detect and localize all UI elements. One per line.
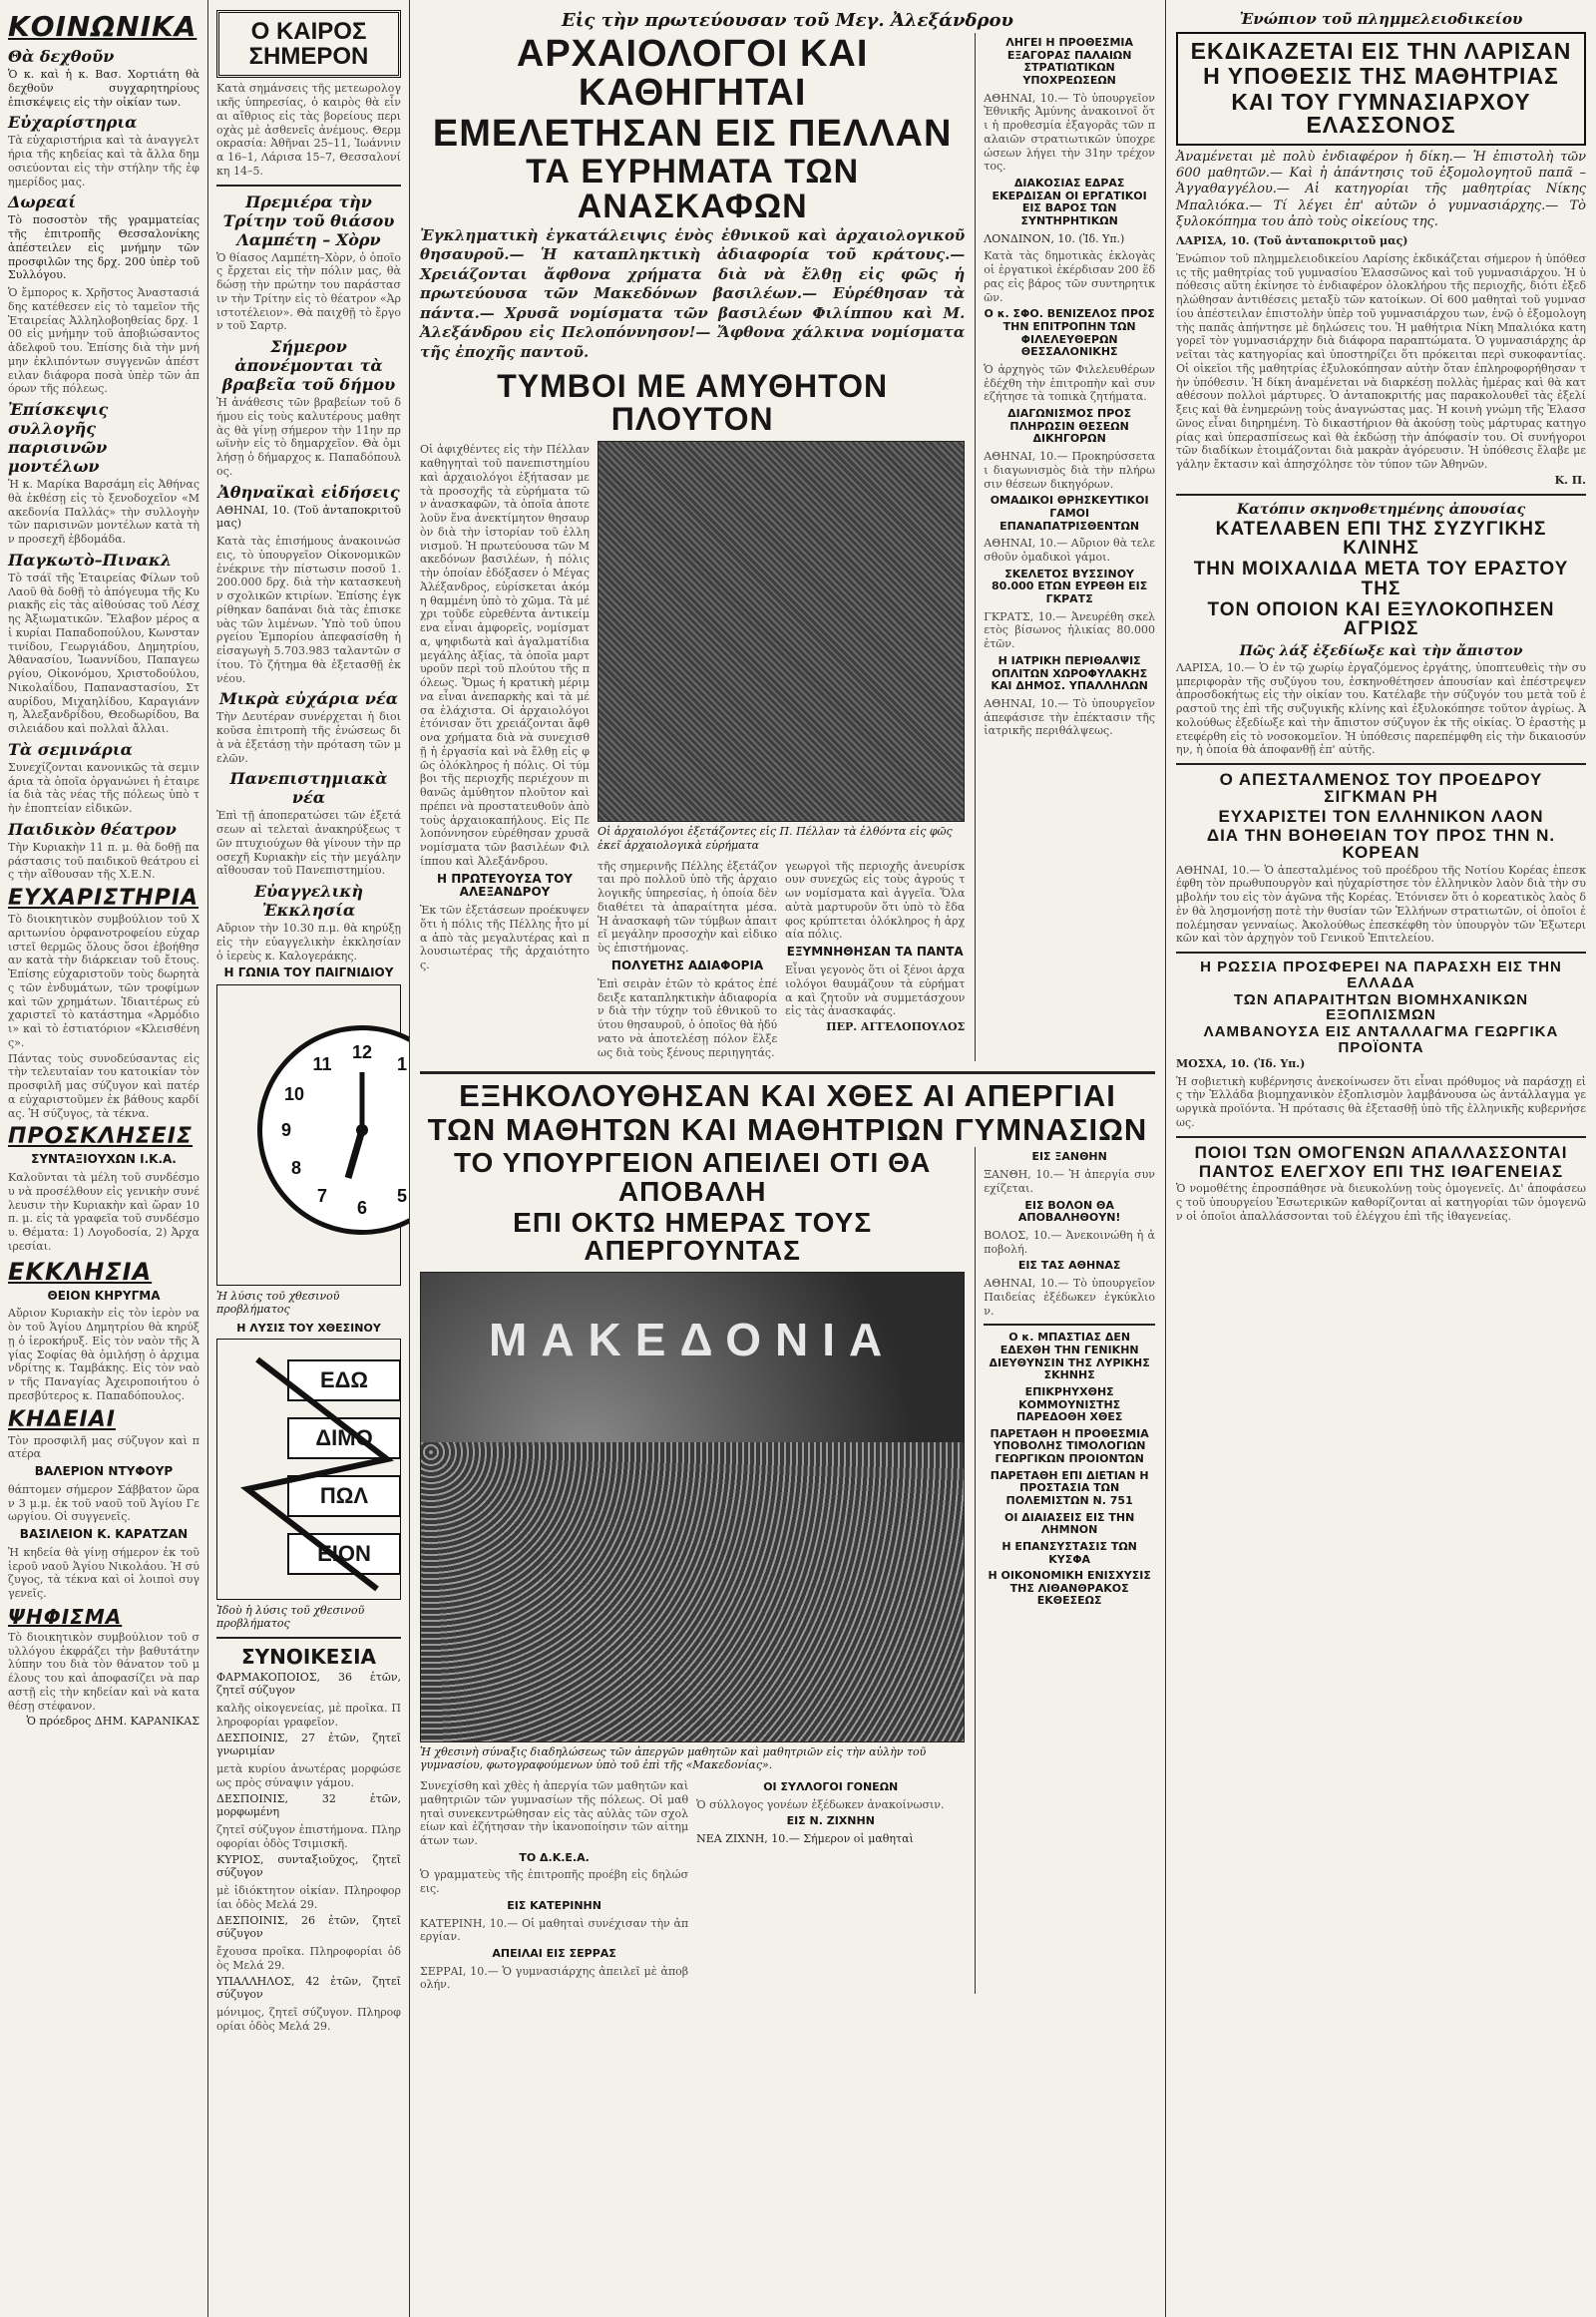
signature: Ὁ πρόεδρος ΔΗΜ. ΚΑΡΑΝΙΚΑΣ <box>26 1715 200 1729</box>
filler-text: Συνεχίζονται κανονικῶς τὰ σεμινάρια τὰ ὁποῖα ὀργανώνει ἡ ἑταιρεία διὰ τὰς νέας τῆς πόλεως ὑπὸ τὴν ἐποπτείαν εἰδικῶν. <box>8 760 200 815</box>
filler-text: Ἐκ τῶν ἐξετάσεων προέκυψεν ὅτι ἡ πόλις τῆς Πέλλης ἦτο μία ἀπὸ τὰς μεγαλυτέρας καὶ πλουσιωτέρας τῆς ἀρχαιότητος. <box>420 904 590 972</box>
thanks-section-title: ΕΥΧΑΡΙΣΤΗΡΙΑ <box>8 886 200 911</box>
news-heading: ΛΗΓΕΙ Η ΠΡΟΘΕΣΜΙΑ ΕΞΑΓΟΡΑΣ ΠΑΛΑΙΩΝ ΣΤΡΑΤΙΩΤΙΚΩΝ ΥΠΟΧΡΕΩΣΕΩΝ <box>1005 36 1134 87</box>
pagkoto-heading: Παγκωτὸ–Πινακλ <box>8 550 173 570</box>
korea-headline-line: Ο ΑΠΕΣΤΑΛΜΕΝΟΣ ΤΟΥ ΠΡΟΕΔΡΟΥ ΣΙΓΚΜΑΝ ΡΗ <box>1219 770 1543 807</box>
filler-text: Τὸ διοικητικὸν συμβούλιον τοῦ συλλόγου ἐκφράζει τὴν βαθυτάτην λύπην του διὰ τὸν θάνατον τοῦ μέλους του καὶ ἀποφασίζει νὰ παραστῇ εἰς τὴν κηδείαν καὶ νὰ καταθέσῃ στέφανον. <box>8 1630 200 1713</box>
column-city <box>208 0 409 2317</box>
filler-text: Αὔριον Κυριακὴν εἰς τὸν ἱερὸν ναὸν τοῦ Ἁγίου Δημητρίου θὰ κηρύξῃ ὁ ἱεροκήρυξ. Εἰς τὸν ναὸν τῆς Ἁγίας Σοφίας θὰ ὁμιλήσῃ ὁ ἀρχιμανδρίτης κ. Ταμβάκης. Εἰς τὸν ναὸν τῆς Παναγίας Ἀχειροποιήτου ὁ πρεσβύτερος κ. Παπαδόπουλος. <box>8 1307 200 1402</box>
news-heading: ΕΠΙΚΡΗΥΧΘΗΣ ΚΟΜΜΟΥΝΙΣΤΗΣ ΠΑΡΕΔΟΘΗ ΧΘΕΣ <box>1015 1384 1123 1424</box>
clock-face <box>257 1025 409 1235</box>
pella-story <box>420 33 965 1061</box>
weather-box <box>216 10 401 78</box>
zichni-dateline: ΝΕΑ ΖΙΧΝΗ, 10.— Σήμερον οἱ μαθηταὶ <box>696 1832 914 1846</box>
social-section-title: ΚΟΙΝΩΝΙΚΑ <box>8 10 198 43</box>
filler-text: θάπτομεν σήμερον Σάββατον ὥραν 3 μ.μ. ἐκ τοῦ ναοῦ τοῦ Ἁγίου Γεωργίου. Οἱ συγγενεῖς. <box>8 1482 200 1524</box>
filler-text: ΑΘΗΝΑΙ, 10.— Αὔριον θὰ τελεσθοῦν ὁμαδικοὶ γάμοι. <box>984 537 1155 565</box>
strike-sub-line: ΤΟ ΥΠΟΥΡΓΕΙΟΝ ΑΠΕΙΛΕΙ ΟΤΙ ΘΑ ΑΠΟΒΑΛΗ <box>453 1147 932 1208</box>
lead-deck: Ἐγκληματικὴ ἐγκατάλειψις ἑνὸς ἐθνικοῦ καὶ ἀρχαιολογικοῦ θησαυροῦ.— Ἡ καταπληκτικὴ ἀδιαφορία τοῦ κράτους.— Χρειάζονται ἄφθονα χρήματα διὰ νὰ ἔλθῃ εἰς φῶς ἡ πρωτεύουσα τῶν Μακεδόνων βασιλέων.— Εὑρέθησαν τὰ πάντα.— Χρυσᾶ νομίσματα τῶν βασιλέων Φιλίππου καὶ Μ. Ἀλεξάνδρου εἰς Πελοπόννησον!— Ἄφθονα χάλκινα νομίσματα τῆς ἐποχῆς παντοῦ. <box>420 225 966 361</box>
filler-text: μὲ ἰδιόκτητον οἰκίαν. Πληροφορίαι ὁδὸς Μελά 29. <box>216 1884 401 1911</box>
russia-headline-line: Η ΡΩΣΣΙΑ ΠΡΟΣΦΕΡΕΙ ΝΑ ΠΑΡΑΣΧΗ ΕΙΣ ΤΗΝ ΕΛΛΑΔΑ <box>1200 959 1562 991</box>
housing-item: ΔΕΣΠΟΙΝΙΣ, 26 ἐτῶν, ζητεῖ σύζυγον <box>216 1913 401 1941</box>
filler-text: ΚΑΤΕΡΙΝΗ, 10.— Οἱ μαθηταὶ συνέχισαν τὴν ἀπεργίαν. <box>420 1916 689 1944</box>
filler-text: Πάντας τοὺς συνοδεύσαντας εἰς τὴν τελευταίαν του κατοικίαν τὸν προσφιλῆ μας σύζυγον καὶ πατέρα εὐχαριστοῦμεν ἐκ βάθους καρδίας. Ἡ σύζυγος, τὰ τέκνα. <box>8 1051 200 1120</box>
housing-item: ΚΥΡΙΟΣ, συνταξιοῦχος, ζητεῖ σύζυγον <box>216 1852 401 1880</box>
puzzle-word: ΔΙΜΟ <box>287 1417 401 1459</box>
news-heading: ΟΙ ΔΙΑΙΑΣΕΙΣ ΕΙΣ ΤΗΝ ΛΗΜΝΟΝ <box>1003 1510 1135 1537</box>
funeral-name: ΒΑΛΕΡΙΟΝ ΝΤΥΦΟΥΡ <box>34 1464 174 1479</box>
lead-headline-line: ΑΡΧΑΙΟΛΟΓΟΙ ΚΑΙ ΚΑΘΗΓΗΤΑΙ <box>516 33 869 114</box>
puzzle-word: ΕΙΟΝ <box>287 1533 401 1575</box>
news-heading: Η ΟΙΚΟΝΟΜΙΚΗ ΕΝΙΣΧΥΣΙΣ ΤΗΣ ΛΙΘΑΝΘΡΑΚΟΣ ΕΚΘΕΣΕΩΣ <box>988 1569 1151 1608</box>
clock-puzzle <box>216 984 408 1286</box>
larisa-dateline: ΛΑΡΙΣΑ, 10. (Τοῦ ἀνταποκριτοῦ μας) <box>1176 234 1408 248</box>
filler-text: Ὁ θίασος Λαμπέτη–Χὸρν, ὁ ὁποῖος ἔρχεται εἰς τὴν πόλιν μας, θὰ δώσῃ τὴν πρώτην του παράστασιν τὴν Τρίτην εἰς τὸ θέατρον «Ἀριστοτέλειον». Θὰ παιχθῇ τὸ ἔργον τοῦ Σαρτρ. <box>216 250 401 333</box>
subhead: ΟΙ ΣΥΛΛΟΓΟΙ ΓΟΝΕΩΝ <box>763 1780 899 1794</box>
lists-heading: Ἐπίσκεψις συλλογῆς παρισινῶν μοντέλων <box>8 400 109 476</box>
filler-text: Τὰ εὐχαριστήρια καὶ τὰ ἀναγγελτήρια τῆς κηδείας καὶ τὰ ἄλλα δημοσιεύονται εἰς τὴν στήλην τῆς ἐφημερίδος μας. <box>8 134 200 189</box>
filler-text: Τὸν προσφιλῆ μας σύζυγον καὶ πατέρα <box>8 1433 200 1461</box>
funeral-name: ΒΑΣΙΛΕΙΟΝ Κ. ΚΑΡΑΤΖΑΝ <box>19 1527 189 1542</box>
news-heading: Η ΙΑΤΡΙΚΗ ΠΕΡΙΘΑΛΨΙΣ ΟΠΛΙΤΩΝ ΧΩΡΟΦΥΛΑΚΗΣ ΚΑΙ ΔΗΜΟΣ. ΥΠΑΛΛΗΛΩΝ <box>991 653 1148 693</box>
filler-text: Τὸ διοικητικὸν συμβούλιον τοῦ Χαριτωνίου ὁρφανοτροφείου εὐχαριστεῖ θερμῶς ὅλους ὅσοι ἐβοήθησαν κατὰ τὴν διάρκειαν τοῦ ἔτους. Ἐπίσης εὐχαριστοῦν τοὺς δωρητὰς τῶν ἐνδυμάτων, τῶν τροφίμων καὶ τῶν χρημάτων. Ἰδιαιτέρως εὐχαριστεῖ τὸ κατάστημα «Ἀρμόδιοι» καὶ τὸ ἑστιατόριον «Κλεισθένης». <box>8 913 200 1049</box>
crowd-caption: Ἡ χθεσινὴ σύναξις διαδηλώσεως τῶν ἀπεργῶν μαθητῶν καὶ μαθητριῶν εἰς τὴν αὐλὴν τοῦ γυμνασίου, φωτογραφούμενων ὑπὸ τοῦ ἐπὶ τῆς «Μακεδονίας». <box>420 1744 927 1771</box>
university-heading: Πανεπιστημιακὰ νέα <box>229 769 388 808</box>
subhead: ΕΙΣ ΒΟΛΟΝ ΘΑ ΑΠΟΒΑΛΗΘΟΥΝ! <box>1017 1198 1121 1225</box>
filler-text: καλῆς οἰκογενείας, μὲ προῖκα. Πληροφορίαι γραφεῖον. <box>216 1702 401 1729</box>
news-heading: ΠΑΡΕΤΑΘΗ Η ΠΡΟΘΕΣΜΙΑ ΥΠΟΒΟΛΗΣ ΤΙΜΟΛΟΓΙΩΝ ΓΕΩΡΓΙΚΩΝ ΠΡΟΙΟΝΤΩΝ <box>990 1426 1149 1466</box>
zigzag-icon <box>217 1340 401 1599</box>
filler-text: Καλοῦνται τὰ μέλη τοῦ συνδέσμου νὰ προσέλθουν εἰς γενικὴν συνέλευσιν τὴν Κυριακὴν καὶ ὥραν 10 π. μ. εἰς τὰ γραφεῖα τοῦ συνδέσμου. Θέματα: 1) Λογοδοσία, 2) Ἀρχαιρεσίαι. <box>8 1171 200 1253</box>
strike-sub-line: ΕΠΙ ΟΚΤΩ ΗΜΕΡΑΣ ΤΟΥΣ ΑΠΕΡΓΟΥΝΤΑΣ <box>513 1206 873 1267</box>
seminars-heading: Τὰ σεμινάρια <box>8 739 133 759</box>
strike-story <box>420 1147 965 1994</box>
puzzle-word: ΕΔΩ <box>287 1359 401 1401</box>
svg-text:9: 9 <box>280 1120 292 1141</box>
svg-text:8: 8 <box>290 1158 302 1179</box>
filler-text: Εἶναι γεγονὸς ὅτι οἱ ξένοι ἀρχαιολόγοι θαυμάζουν τὰ εὑρήματα καὶ ζητοῦν νὰ συμμετάσχουν εἰς τὰς ἀνασκαφάς. <box>785 964 966 1018</box>
filler-text: γεωργοὶ τῆς περιοχῆς ἀνευρίσκουν συνεχῶς εἰς τοὺς ἀγρούς των νομίσματα καὶ ἀγγεῖα. Ὅλα αὐτὰ μαρτυροῦν ὅτι ὑπὸ τὸ ἔδαφος κρύπτεται ὁλόκληρος ἡ ἀρχαία πόλις. <box>785 859 966 942</box>
filler-text: Κατὰ σημάνσεις τῆς μετεωρολογικῆς ὑπηρεσίας, ὁ καιρὸς θὰ εἶναι αἴθριος εἰς τὰς βορείους περιοχὰς μὲ ἀσθενεῖς ἀνέμους. Θερμοκρασία: Ἀθῆναι 25–11, Ἰωάννινα 16–1, Λάρισα 15–7, Θεσσαλονίκη 14–5. <box>216 82 401 178</box>
svg-text:7: 7 <box>316 1186 328 1207</box>
adultery-headline-line: ΚΑΤΕΛΑΒΕΝ ΕΠΙ ΤΗΣ ΣΥΖΥΓΙΚΗΣ ΚΛΙΝΗΣ <box>1215 518 1547 559</box>
ika-heading: ΣΥΝΤΑΞΙΟΥΧΩΝ Ι.Κ.Α. <box>31 1152 177 1167</box>
quiz-heading: Η ΛΥΣΙΣ ΤΟΥ ΧΘΕΣΙΝΟΥ <box>236 1321 381 1335</box>
housing-item: ΥΠΑΛΛΗΛΟΣ, 42 ἐτῶν, ζητεῖ σύζυγον <box>216 1974 401 2002</box>
adultery-headline-line: ΤΟΝ ΟΠΟΙΟΝ ΚΑΙ ΕΞΥΛΟΚΟΠΗΣΕΝ ΑΓΡΙΩΣ <box>1207 599 1555 640</box>
funerals-section-title: ΚΗΔΕΙΑΙ <box>8 1406 116 1432</box>
filler-text: ΣΕΡΡΑΙ, 10.— Ὁ γυμνασιάρχης ἀπειλεῖ μὲ ἀποβολήν. <box>420 1964 689 1992</box>
filler-text: ΛΑΡΙΣΑ, 10.— Ὁ ἐν τῷ χωρίῳ ἐργαζόμενος ἐργάτης, ὑποπτευθεὶς τὴν συμπεριφορὰν τῆς συζύγου του, ἐσκηνοθέτησεν ἀπουσίαν καὶ ἐπέστρεψεν ἀπροσδοκήτως εἰς τὴν οἰκίαν του. Κατέλαβε τὴν σύζυγόν του μετὰ τοῦ ἐραστοῦ της ἐπὶ τῆς συζυγικῆς κλίνης καὶ ἐξυλοκόπησε τοῦτον ἀγρίως. Ἀκολούθως ἐξεδίωξε καὶ τὴν ἄπιστον σύζυγον ἐκ τῆς οἰκίας. Ὁ ἐραστὴς μετεφέρθη εἰς τὸ νοσοκομεῖον. Ἡ ὑπόθεσις παρεπέμφθη εἰς τὴν δικαιοσύνην, ἡ ὁποία θὰ ἀποφανθῇ ἐπ' αὐτῆς. <box>1176 660 1586 757</box>
puzzle-word: ΠΩΛ <box>287 1475 401 1517</box>
quiz-caption: Ἰδοὺ ἡ λύσις τοῦ χθεσινοῦ προβλήματος <box>216 1604 365 1631</box>
children-theatre-heading: Παιδικὸν θέατρον <box>8 819 177 839</box>
column-news-lower <box>975 1147 1155 1994</box>
adultery-deck: Πῶς λάξ ἐξεδίωξε καὶ τὴν ἄπιστον <box>1239 642 1523 659</box>
filler-text: Ὁ νομοθέτης ἐπροσπάθησε νὰ διευκολύνῃ τοὺς ὁμογενεῖς. Δι' ἀποφάσεως τοῦ ὑπουργείου Ἐσωτερικῶν καθορίζονται αἱ κατηγορίαι τῶν ὁμογενῶν οἱ ὁποῖοι ἀπαλλάσσονται τοῦ ἐλέγχου ἐπὶ τῆς ἰθαγενείας. <box>1176 1182 1586 1223</box>
wishes-heading: Εὐχαρίστηρια <box>8 113 138 133</box>
invitations-section-title: ΠΡΟΣΚΛΗΣΕΙΣ <box>8 1124 194 1150</box>
svg-text:11: 11 <box>312 1054 332 1075</box>
evangelical-heading: Εὐαγγελικὴ Ἐκκλησία <box>253 882 364 921</box>
subhead: ΕΙΣ Ν. ΖΙΧΝΗΝ <box>786 1814 875 1828</box>
larisa-headline-line: Η ΥΠΟΘΕΣΙΣ ΤΗΣ ΜΑΘΗΤΡΙΑΣ <box>1203 63 1559 90</box>
strike-headline-line: ΤΩΝ ΜΑΘΗΤΩΝ ΚΑΙ ΜΑΘΗΤΡΙΩΝ ΓΥΜΝΑΣΙΩΝ <box>427 1111 1148 1147</box>
crowd-photo <box>420 1272 965 1742</box>
news-heading: ΔΙΑΚΟΣΙΑΣ ΕΔΡΑΣ ΕΚΕΡΔΙΣΑΝ ΟΙ ΕΡΓΑΤΙΚΟΙ ΕΙΣ ΒΑΡΟΣ ΤΩΝ ΣΥΝΤΗΡΗΤΙΚΩΝ <box>992 177 1147 227</box>
omogeneis-headline-line: ΠΟΙΟΙ ΤΩΝ ΟΜΟΓΕΝΩΝ ΑΠΑΛΛΑΣΣΟΝΤΑΙ <box>1194 1142 1568 1162</box>
filler-text: Ἡ κηδεία θὰ γίνῃ σήμερον ἐκ τοῦ ἱεροῦ ναοῦ Ἁγίου Νικολάου. Ἡ σύζυγος, τὰ τέκνα καὶ οἱ λοιποὶ συγγενεῖς. <box>8 1545 200 1601</box>
filler-text: Αὔριον τὴν 10.30 π.μ. θὰ κηρύξῃ εἰς τὴν εὐαγγελικὴν ἐκκλησίαν ὁ ἱερεὺς κ. Καλογεράκης. <box>216 922 401 963</box>
crowd-texture <box>421 1442 964 1741</box>
signature: Κ. Π. <box>1554 473 1586 487</box>
svg-text:12: 12 <box>351 1042 373 1063</box>
filler-text: ΑΘΗΝΑΙ, 10.— Ὁ ἀπεσταλμένος τοῦ προέδρου τῆς Νοτίου Κορέας ἐπεσκέφθη τὸν πρωθυπουργὸν καὶ ηὐχαρίστησε τὸν ἑλληνικὸν λαὸν διὰ τὴν συμβολήν του εἰς τὸν ἀγῶνα τῆς Κορέας. Ἐτόνισεν ὅτι ὁ κορεατικὸς λαὸς δὲν θὰ λησμονήσῃ ποτὲ τὴν θυσίαν τῶν Ἑλλήνων στρατιωτῶν, οἱ ὁποῖοι ἐπολέμησαν γενναίως. Ἀκολούθως ἐπεσκέφθη τὸν ὑπουργὸν τῶν Ἐξωτερικῶν καὶ τὸν ἀρχηγὸν τοῦ Γενικοῦ Ἐπιτελείου. <box>1176 863 1586 946</box>
housing-item: ΦΑΡΜΑΚΟΠΟΙΟΣ, 36 ἐτῶν, ζητεῖ σύζυγον <box>216 1670 401 1698</box>
lead-headline-line: ΤΑ ΕΥΡΗΜΑΤΑ ΤΩΝ ΑΝΑΣΚΑΦΩΝ <box>526 153 860 225</box>
filler-text: Συνεχίσθη καὶ χθὲς ἡ ἀπεργία τῶν μαθητῶν καὶ μαθητριῶν τῶν γυμνασίων τῆς πόλεως. Οἱ μαθηταὶ συνεκεντρώθησαν εἰς τὰς αὐλὰς τῶν σχολείων καὶ ἐζήτησαν τὴν ἱκανοποίησιν τῶν αἰτημάτων των. <box>420 1779 689 1848</box>
athens-dateline: ΑΘΗΝΑΙ, 10. (Τοῦ ἀνταποκριτοῦ μας) <box>216 503 401 531</box>
filler-text: Ἡ ἀνάθεσις τῶν βραβείων τοῦ δήμου εἰς τοὺς καλυτέρους μαθητὰς θὰ γίνῃ σήμερον τὴν 11ην πρωϊνὴν εἰς τὸ δημαρχεῖον. Θὰ ὁμιλήσῃ ὁ δήμαρχος κ. Παπαδόπουλος. <box>216 396 401 478</box>
larisa-headline-box <box>1176 32 1586 146</box>
filler-text: Ὁ σύλλογος γονέων ἐξέδωκεν ἀνακοίνωσιν. <box>696 1797 945 1811</box>
filler-text: Ὁ ἔμπορος κ. Χρῆστος Ἀναστασιάδης κατέθεσεν εἰς τὸ ταμεῖον τῆς Ἑταιρείας Ἀλληλοβοηθείας δρχ. 100 εἰς μνήμην τοῦ ἀποβιώσαντος ἀδελφοῦ του. Ἐπίσης διὰ τὴν μνήμην ἐκλιπόντων συγγενῶν ἀπέστειλαν διάφορα ποσὰ ὑπὲρ τῶν ἀπόρων τῆς πόλεως. <box>8 286 200 396</box>
filler-text: ζητεῖ σύζυγον ἐπιστήμονα. Πληροφορίαι ὁδὸς Τσιμισκῆ. <box>216 1823 401 1850</box>
athens-news-heading: Ἀθηναϊκαὶ εἰδήσεις <box>217 482 400 502</box>
filler-text: Ἡ κ. Μαρίκα Βαρσάμη εἰς Ἀθήνας θὰ ἐκθέσῃ εἰς τὸ ξενοδοχεῖον «Μακεδονία Παλλάς» τὴν συλλογὴν τῶν παρισινῶν μοντέλων κατὰ τὴν προσεχῆ ἑβδομάδα. <box>8 478 200 546</box>
news-heading: Ο κ. ΜΠΑΣΤΙΑΣ ΔΕΝ ΕΔΕΧΘΗ ΤΗΝ ΓΕΝΙΚΗΝ ΔΙΕΥΘΥΝΣΙΝ ΤΗΣ ΛΥΡΙΚΗΣ ΣΚΗΝΗΣ <box>989 1331 1150 1382</box>
filler-text: ΑΘΗΝΑΙ, 10.— Τὸ ὑπουργεῖον Παιδείας ἐξέδωκεν ἐγκύκλιον. <box>984 1277 1155 1318</box>
filler-text: ΑΘΗΝΑΙ, 10.— Τὸ ὑπουργεῖον ἀπεφάσισε τὴν ἐπέκτασιν τῆς ἰατρικῆς περιθάλψεως. <box>984 696 1155 738</box>
news-heading: ΣΚΕΛΕΤΟΣ ΒΥΣΣΙΝΟΥ 80.000 ΕΤΩΝ ΕΥΡΕΘΗ ΕΙΣ ΓΚΡΑΤΣ <box>992 567 1148 606</box>
pella-photo-caption: Οἱ ἀρχαιολόγοι ἐξετάζοντες εἰς Π. Πέλλαν τὰ ἐλθόντα εἰς φῶς ἐκεῖ ἀρχαιολογικὰ εὑρήματα <box>598 825 953 852</box>
subhead: Η ΠΡΩΤΕΥΟΥΣΑ ΤΟΥ ΑΛΕΞΑΝΔΡΟΥ <box>437 871 573 900</box>
filler-text: Οἱ ἀφιχθέντες εἰς τὴν Πέλλαν καθηγηταὶ τοῦ πανεπιστημίου καὶ ἀρχαιολόγοι ἐξήτασαν μετὰ προσοχῆς τὰ εὑρήματα τῶν ἀνασκαφῶν, τὰ ὁποῖα ἀποτελοῦν ἕνα ἀνεκτίμητον θησαυρὸν διὰ τὴν ἱστορίαν τοῦ ἑλληνισμοῦ. Ἡ πρωτεύουσα τῶν Μακεδόνων βασιλέων, ἡ πόλις τὴν ὁποίαν ἐδόξασεν ὁ Μέγας Ἀλέξανδρος, εὑρίσκεται ἀκόμη θαμμένη ὑπὸ τὸ χῶμα. Τὰ μέχρι τοῦδε εὑρεθέντα ἀντικείμενα εἶναι ἀμφορεῖς, νομίσματα, ψηφιδωτὰ καὶ ἀγαλματίδια μεγάλης ἀξίας, τὰ ὁποῖα μαρτυροῦν περὶ τοῦ πλούτου τῆς πόλεως. Ὅμως ἡ κρατικὴ μέριμνα εἶναι ἀνεπαρκὴς καὶ τὰ μέσα ἐλάχιστα. Οἱ ἀρχαιολόγοι ἐτόνισαν ὅτι χρειάζονται ἄφθονα χρήματα διὰ νὰ συνεχισθῇ ἡ ἐργασία καὶ νὰ ἔλθῃ εἰς φῶς ὁλόκληρος ἡ πόλις. Οἱ τύμβοι τῆς περιοχῆς περιέχουν πιθανῶς ἀμύθητον πλοῦτον καὶ πρέπει νὰ προστατευθοῦν ἀπὸ τοὺς ἀρχαιοκαπήλους. Εἰς Πελοπόννησον εὑρέθησαν χρυσᾶ νομίσματα τῶν βασιλέων Φιλίππου καὶ Ἀλεξάνδρου. <box>420 443 590 868</box>
crowd-sign: ΜΑΚΕΔΟΝΙΑ <box>489 1313 897 1365</box>
pella-photo <box>598 441 965 822</box>
gifts-heading: Δωρεαί <box>8 193 77 212</box>
larisa-kicker: Ἐνώπιον τοῦ πλημμελειοδικείου <box>1239 10 1523 28</box>
clock-caption: Ἡ λύσις τοῦ χθεσινοῦ προβλήματος <box>216 1290 340 1317</box>
svg-text:10: 10 <box>283 1084 305 1105</box>
received-text: Ὁ κ. καὶ ἡ κ. Βασ. Χορτιάτη θὰ δεχθοῦν συγχαρητηρίους ἐπισκέψεις εἰς τὴν οἰκίαν των. <box>8 68 200 109</box>
subhead: ΕΙΣ ΚΑΤΕΡΙΝΗΝ <box>507 1898 601 1912</box>
filler-text: Τὴν Δευτέραν συνέρχεται ἡ διοικοῦσα ἐπιτροπὴ τῆς ἑνώσεως διὰ νὰ ἐξετάσῃ τὴν πρόταση τῶν μελῶν. <box>216 710 401 765</box>
subhead: ΕΞΥΜΝΗΘΗΣΑΝ ΤΑ ΠΑΝΤΑ <box>786 945 964 960</box>
subhead: ΑΠΕΙΛΑΙ ΕΙΣ ΣΕΡΡΑΣ <box>492 1947 616 1961</box>
larisa-headline-line: ΕΚΔΙΚΑΖΕΤΑΙ ΕΙΣ ΤΗΝ ΛΑΡΙΣΑΝ <box>1190 38 1572 64</box>
korea-headline-line: ΕΥΧΑΡΙΣΤΕΙ ΤΟΝ ΕΛΛΗΝΙΚΟΝ ΛΑΟΝ <box>1218 806 1544 826</box>
larisa-headline-line: ΚΑΙ ΤΟΥ ΓΥΜΝΑΣΙΑΡΧΟΥ ΕΛΑΣΣΟΝΟΣ <box>1231 88 1531 139</box>
strike-headline-line: ΕΞΗΚΟΛΟΥΘΗΣΑΝ ΚΑΙ ΧΘΕΣ ΑΙ ΑΠΕΡΓΙΑΙ <box>459 1078 1116 1114</box>
adultery-headline-line: ΤΗΝ ΜΟΙΧΑΛΙΔΑ ΜΕΤΑ ΤΟΥ ΕΡΑΣΤΟΥ ΤΗΣ <box>1193 559 1569 599</box>
vote-section-title: ΨΗΦΙΣΜΑ <box>8 1604 123 1629</box>
london-dateline: ΛΟΝΔΙΝΟΝ, 10. (Ἰδ. Υπ.) <box>984 231 1125 245</box>
lead-headline-line: ΕΜΕΛΕΤΗΣΑΝ ΕΙΣ ΠΕΛΛΑΝ <box>432 112 953 155</box>
filler-text: τῆς σημερινῆς Πέλλης ἐξετάζονται πρὸ πολλοῦ ὑπὸ τῆς ἀρχαιολογικῆς ὑπηρεσίας, ἡ ὁποία δὲν διαθέτει τὰ ἀπαραίτητα μέσα. Ἡ ἀνασκαφὴ τῶν τύμβων ἀπαιτεῖ μεγάλην προσοχὴν καὶ εἰδικοὺς ἐπιστήμονας. <box>598 859 778 956</box>
subhead: ΕΙΣ ΞΑΝΘΗΝ <box>1031 1150 1107 1164</box>
filler-text: Ἐπὶ σειρὰν ἐτῶν τὸ κράτος ἐπέδειξε καταπληκτικὴν ἀδιαφορίαν διὰ τὴν τύχην τοῦ ἐθνικοῦ τούτου θησαυροῦ, ὁ ὁποῖος θὰ ἠδύνατο νὰ ἀποτελέσῃ πόλον ἕλξεως διὰ τοὺς ξένους περιηγητάς. <box>598 976 778 1059</box>
omogeneis-headline-line: ΠΑΝΤΟΣ ΕΛΕΓΧΟΥ ΕΠΙ ΤΗΣ ΙΘΑΓΕΝΕΙΑΣ <box>1198 1162 1564 1182</box>
svg-text:5: 5 <box>396 1186 408 1207</box>
larisa-deck: Ἀναμένεται μὲ πολὺ ἐνδιαφέρον ἡ δίκη.— Ἡ ἐπιστολὴ τῶν 600 μαθητῶν.— Καὶ ἡ ἀπάντησις τοῦ ἐξομολογητοῦ παπᾶ – Ἀγγαθαγγέλου.— Αἱ κατηγορίαι τῆς μαθητρίας Νίκης Μπαλιόκα.— Τί λέγει ἐπ' αὐτῶν ὁ γυμνασιάρχης.— Τὸ ξυλοκόπημα του ἀπὸ τοὺς οἰκείους της. <box>1176 149 1586 229</box>
filler-text: μόνιμος, ζητεῖ σύζυγον. Πληροφορίαι ὁδὸς Μελά 29. <box>216 2006 401 2033</box>
word-puzzle <box>216 1339 401 1600</box>
weather-title: Ο ΚΑΙΡΟΣ ΣΗΜΕΡΟΝ <box>248 18 369 71</box>
filler-text: μετὰ κυρίου ἀνωτέρας μορφώσεως πρὸς σύναψιν γάμου. <box>216 1762 401 1789</box>
column-news <box>975 33 1155 1061</box>
housing-item: ΔΕΣΠΟΙΝΙΣ, 27 ἐτῶν, ζητεῖ γνωριμίαν <box>216 1731 401 1758</box>
game-corner-heading: Η ΓΩΝΙΑ ΤΟΥ ΠΑΙΓΝΙΔΙΟΥ <box>223 965 394 980</box>
premiere-heading: Πρεμιέρα τὴν Τρίτην τοῦ θιάσου Λαμπέτη – Χὸρν <box>222 192 395 249</box>
moscow-dateline: ΜΟΣΧΑ, 10. (Ἰδ. Υπ.) <box>1176 1056 1306 1070</box>
filler-text: Ἡ σοβιετικὴ κυβέρνησις ἀνεκοίνωσεν ὅτι εἶναι πρόθυμος νὰ παράσχῃ εἰς τὴν Ἑλλάδα βιομηχανικὸν ἐξοπλισμὸν λαμβάνουσα ὡς ἀντάλλαγμα γεωργικὰ προϊόντα. Ἡ πρότασις θὰ ἐξετασθῇ ὑπὸ τῆς ἑλληνικῆς κυβερνήσεως. <box>1176 1074 1586 1129</box>
byline: ΠΕΡ. ΑΓΓΕΛΟΠΟΥΛΟΣ <box>826 1020 966 1034</box>
filler-text: Τὸ τσάϊ τῆς Ἑταιρείας Φίλων τοῦ Λαοῦ θὰ δοθῇ τὸ ἀπόγευμα τῆς Κυριακῆς εἰς τὰς αἰθούσας τοῦ Λέσχης Ἀξιωματικῶν. Ἔλαβον μέρος αἱ κυρίαι Παπαδοπούλου, Κωνσταντινίδου, Γεωργιάδου, Δημητρίου, Ἀθανασίου, Ἰωαννίδου, Παπαγεωργίου, Οἰκονόμου, Χριστοδούλου, Νικολαΐδου, Παπαναστασίου, Σταυρίδου, Μιχαηλίδου, Καραγιάννη, Ἀλεξανδρίδου, Θεοδωρίδου, Βασιλειάδου καὶ πολλαὶ ἄλλαι. <box>8 571 200 735</box>
column-social <box>0 0 207 2317</box>
housing-heading: ΣΥΝΟΙΚΕΣΙΑ <box>240 1644 377 1669</box>
svg-text:1: 1 <box>396 1054 408 1075</box>
svg-text:6: 6 <box>356 1198 368 1219</box>
filler-text: Ὁ γραμματεὺς τῆς ἐπιτροπῆς προέβη εἰς δηλώσεις. <box>420 1868 689 1896</box>
gifts-text: Τὸ ποσοστὸν τῆς γραμματείας τῆς ἐπιτροπῆς Θεσσαλονίκης ἀπέστειλεν εἰς μνήμην τῶν προσφιλῶν της δρχ. 200 ὑπὲρ τοῦ Συλλόγου. <box>8 213 200 282</box>
tombs-headline: ΤΥΜΒΟΙ ΜΕ ΑΜΥΘΗΤΟΝ ΠΛΟΥΤΟΝ <box>497 368 889 437</box>
filler-text: Τὴν Κυριακὴν 11 π. μ. θὰ δοθῇ παράστασις τοῦ παιδικοῦ θεάτρου εἰς τὴν αἴθουσαν τῆς Χ.Ε.Ν. <box>8 840 200 882</box>
filler-text: ἔχουσα προῖκα. Πληροφορίαι ὁδὸς Μελά 29. <box>216 1945 401 1972</box>
subhead: ΕΙΣ ΤΑΣ ΑΘΗΝΑΣ <box>1017 1259 1121 1273</box>
korea-headline-line: ΔΙΑ ΤΗΝ ΒΟΗΘΕΙΑΝ ΤΟΥ ΠΡΟΣ ΤΗΝ Ν. ΚΟΡΕΑΝ <box>1206 826 1556 863</box>
news-heading: ΟΜΑΔΙΚΟΙ ΘΡΗΣΚΕΥΤΙΚΟΙ ΓΑΜΟΙ ΕΠΑΝΑΠΑΤΡΙΣΘΕΝΤΩΝ <box>990 494 1149 533</box>
divine-heading: ΘΕΙΟΝ ΚΗΡΥΓΜΑ <box>47 1288 161 1303</box>
received-heading: Θὰ δεχθοῦν <box>8 47 115 66</box>
center-area <box>410 0 1165 2317</box>
housing-item: ΔΕΣΠΟΙΝΙΣ, 32 ἐτῶν, μορφωμένη <box>216 1791 401 1819</box>
subhead: ΤΟ Δ.Κ.Ε.Α. <box>519 1850 590 1864</box>
filler-text: ΒΟΛΟΣ, 10.— Ἀνεκοινώθη ἡ ἀποβολή. <box>984 1228 1155 1256</box>
news-heading: ΔΙΑΓΩΝΙΣΜΟΣ ΠΡΟΣ ΠΛΗΡΩΣΙΝ ΘΕΣΕΩΝ ΔΙΚΗΓΟΡΩΝ <box>1007 407 1132 446</box>
filler-text: Ὁ ἀρχηγὸς τῶν Φιλελευθέρων ἐδέχθη τὴν ἐπιτροπὴν καὶ συνεζήτησε τὰ τοπικὰ ζητήματα. <box>984 362 1155 404</box>
awards-heading: Σήμερον ἀπονέμονται τὰ βραβεῖα τοῦ δήμου <box>221 337 396 395</box>
news-heading: Ο κ. ΣΦΟ. ΒΕΝΙΖΕΛΟΣ ΠΡΟΣ ΤΗΝ ΕΠΙΤΡΟΠΗΝ ΤΩΝ ΦΙΛΕΛΕΥΘΕΡΩΝ ΘΕΣΣΑΛΟΝΙΚΗΣ <box>984 307 1155 359</box>
russia-headline-line: ΛΑΜΒΑΝΟΥΣΑ ΕΙΣ ΑΝΤΑΛΛΑΓΜΑ ΓΕΩΡΓΙΚΑ ΠΡΟΪΟΝΤΑ <box>1203 1023 1559 1056</box>
filler-text: ΑΘΗΝΑΙ, 10.— Προκηρύσσεται διαγωνισμὸς διὰ τὴν πλήρωσιν θέσεων δικηγόρων. <box>984 450 1155 491</box>
lead-kicker: Εἰς τὴν πρωτεύουσαν τοῦ Μεγ. Ἀλεξάνδρου <box>562 10 1013 31</box>
filler-text: Κατὰ τὰς ἐπισήμους ἀνακοινώσεις, τὸ ὑπουργεῖον Οἰκονομικῶν ἐνέκρινε τὴν πίστωσιν ποσοῦ 1.200.000 δρχ. διὰ τὴν κατασκευὴν σχολικῶν κτιρίων. Ἐπίσης ἐγκρίθηκαν δαπάναι διὰ τὰς ἐπισκευὰς τῶν λιμένων. Ὑπὸ τοῦ ὑπουργείου Ἐμπορίου ἀπεφασίσθη ἡ εἰσαγωγὴ 5.703.983 ταλαντῶν σίτου. Τὸ ζήτημα θὰ ἐξετασθῇ ἐκ νέου. <box>216 535 401 685</box>
filler-text: ΓΚΡΑΤΣ, 10.— Ἀνευρέθη σκελετὸς βίσωνος ἡλικίας 80.000 ἐτῶν. <box>984 609 1155 651</box>
news-heading: Η ΕΠΑΝΣΥΣΤΑΣΙΣ ΤΩΝ ΚΥΣΦΑ <box>1001 1539 1137 1566</box>
column-larisa <box>1166 0 1596 2317</box>
filler-text: Κατὰ τὰς δημοτικὰς ἐκλογὰς οἱ ἐργατικοὶ ἐκέρδισαν 200 ἕδρας εἰς βάρος τῶν συντηρητικῶν. <box>984 249 1155 304</box>
russia-headline-line: ΤΩΝ ΑΠΑΡΑΙΤΗΤΩΝ ΒΙΟΜΗΧΑΝΙΚΩΝ ΕΞΟΠΛΙΣΜΩΝ <box>1233 990 1529 1024</box>
filler-text: Ἐνώπιον τοῦ πλημμελειοδικείου Λαρίσης ἐκδικάζεται σήμερον ἡ ὑπόθεσις τῆς μαθητρίας τοῦ γυμνασίου Ἐλασσῶνος καὶ τοῦ γυμνασιάρχου. Ἡ ὑπόθεσις αὕτη ἐκίνησε τὸ ἐνδιαφέρον ὁλοκλήρου τῆς περιοχῆς, διότι ἐξεδηλώθησαν ἀντιθέσεις μεταξὺ τῶν κατοίκων. Οἱ 600 μαθηταὶ τοῦ γυμνασίου ἀπέστειλαν ἐπιστολὴν ὑπὲρ τοῦ γυμνασιάρχου των, ἐνῷ ὁ ἐξομολογητὴς παπᾶς ἀπήντησε μὲ δηλώσεις του. Ἡ μαθήτρια Νίκη Μπαλιόκα κατηγορεῖ τὸν γυμνασιάρχην διὰ διάφορα παραπτώματα. Ὁ γυμνασιάρχης ἀρνεῖται τὰς κατηγορίας καὶ ὑποστηρίζει ὅτι πρόκειται περὶ συκοφαντίας. Οἱ οἰκεῖοι τῆς μαθητρίας ἐξυλοκόπησαν αὐτὴν ὅταν ἐπληροφορήθησαν τὴν ὑπόθεσιν. Ἡ δίκη ἀναμένεται νὰ διαρκέσῃ πολλὰς ἡμέρας καὶ θὰ καταθέσουν πολλοὶ μάρτυρες. Ὁ ἀνταποκριτής μας παρακολουθεῖ τὰς ἐξελίξεις καὶ θὰ ἐνημερώνῃ τοὺς ἀναγνώστας μας. Ἡ κοινὴ γνώμη τῆς Ἐλασσῶνος εἶναι διηρημένη. Τὸ δικαστήριον θὰ ἀκούσῃ τοὺς μάρτυρας κατηγορίας καὶ ὑπερασπίσεως καὶ θὰ ἐκδώσῃ τὴν ἀπόφασίν του. Οἱ συνήγοροι τῶν διαδίκων ἑτοιμάζονται διὰ μακρὰν ἀγόρευσιν. Ἡ ὑπόθεσις ἔλαβε μεγάλην ἔκτασιν καὶ ἀπησχόλησε τὸν τύπον τῶν Ἀθηνῶν. <box>1176 251 1586 472</box>
adultery-kicker: Κατόπιν σκηνοθετημένης ἀπουσίας <box>1236 501 1526 518</box>
subhead: ΠΟΛΥΕΤΗΣ ΑΔΙΑΦΟΡΙΑ <box>610 958 764 972</box>
filler-text: ΑΘΗΝΑΙ, 10.— Τὸ ὑπουργεῖον Ἐθνικῆς Ἀμύνης ἀνακοινοῖ ὅτι ἡ προθεσμία ἐξαγορᾶς τῶν παλαιῶν στρατιωτικῶν ὑποχρεώσεων λήγει τὴν 31ην τρέχοντος. <box>984 91 1155 174</box>
small-papers-heading: Μικρὰ εὐχάρια νέα <box>218 689 399 709</box>
church-section-title: ΕΚΚΛΗΣΙΑ <box>8 1257 153 1286</box>
clock-icon <box>262 1030 409 1230</box>
filler-text: ΞΑΝΘΗ, 10.— Ἡ ἀπεργία συνεχίζεται. <box>984 1168 1155 1195</box>
filler-text: Ἐπὶ τῇ ἀποπερατώσει τῶν ἐξετάσεων αἱ τελεταὶ ἀνακηρύξεως τῶν πτυχιούχων θὰ γίνουν τὴν προσεχῆ Κυριακὴν εἰς τὴν μεγάλην αἴθουσαν τοῦ Πανεπιστημίου. <box>216 809 401 878</box>
news-heading: ΠΑΡΕΤΑΘΗ ΕΠΙ ΔΙΕΤΙΑΝ Η ΠΡΟΣΤΑΣΙΑ ΤΩΝ ΠΟΛΕΜΙΣΤΩΝ Ν. 751 <box>990 1468 1149 1507</box>
